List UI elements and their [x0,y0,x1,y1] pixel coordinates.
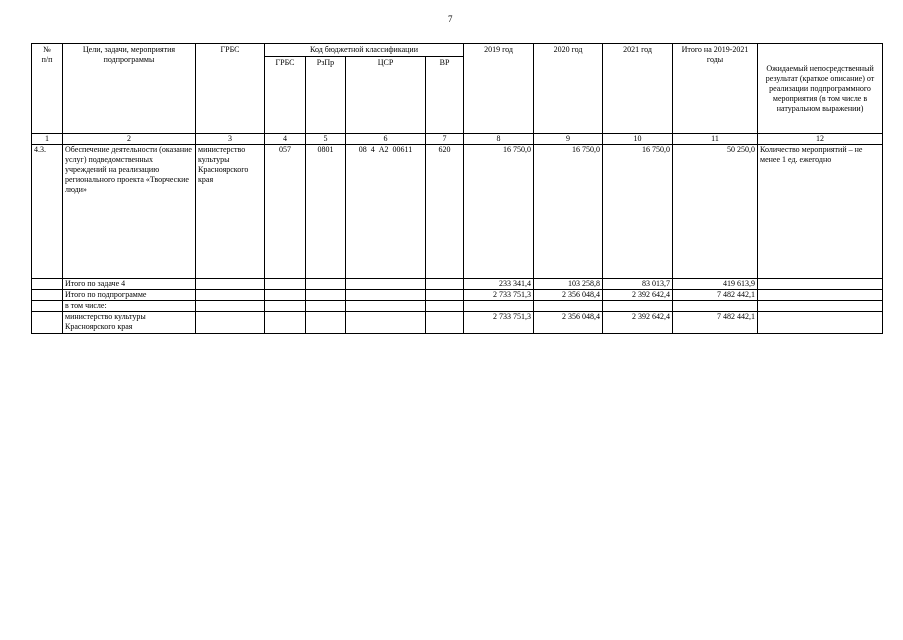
column-number-row [32,134,883,145]
summary-2020 [534,301,603,312]
summary-total: 7 482 442,1 [673,290,758,301]
budget-table [31,43,883,334]
header-grbs: ГРБС [196,44,265,134]
header-goals: Цели, задачи, мероприятия подпрограммы [63,44,196,134]
summary-2020: 2 356 048,4 [534,290,603,301]
col-number: 12 [758,134,883,145]
summary-row [32,301,883,312]
col-number: 8 [464,134,534,145]
header-2021: 2021 год [603,44,673,134]
summary-total: 419 613,9 [673,279,758,290]
summary-2019: 2 733 751,3 [464,312,534,334]
row-2020: 16 750,0 [534,145,603,279]
row-total: 50 250,0 [673,145,758,279]
header-kbk-vr: ВР [426,57,464,134]
summary-2019 [464,301,534,312]
col-number: 3 [196,134,265,145]
header-kbk-csr: ЦСР [346,57,426,134]
summary-row [32,290,883,301]
summary-2019: 233 341,4 [464,279,534,290]
col-number: 1 [32,134,63,145]
col-number: 4 [265,134,306,145]
col-number: 9 [534,134,603,145]
summary-label: Итого по задаче 4 [63,279,196,290]
header-kbk-rzpr: РзПр [306,57,346,134]
summary-total [673,301,758,312]
summary-2019: 2 733 751,3 [464,290,534,301]
summary-total: 7 482 442,1 [673,312,758,334]
header-kbk: Код бюджетной классификации [265,44,464,57]
header-num: № п/п [32,44,63,134]
col-number: 7 [426,134,464,145]
summary-label: в том числе: [63,301,196,312]
col-number: 6 [346,134,426,145]
summary-row [32,279,883,290]
header-kbk-grbs: ГРБС [265,57,306,134]
row-kbk-vr: 620 [426,145,464,279]
summary-2020: 103 258,8 [534,279,603,290]
row-goal: Обеспечение деятельности (оказание услуг) подведомственных учреждений на реализацию регионального проекта «Творческие люди» [63,145,196,279]
row-grbs: министерство культуры Красноярского края [196,145,265,279]
summary-label: министерство культуры Красноярского края [63,312,196,334]
header-total: Итого на 2019-2021 годы [673,44,758,134]
row-kbk-csr: 08 4 А2 00611 [346,145,426,279]
row-kbk-rzpr: 0801 [306,145,346,279]
summary-row [32,312,883,334]
header-2020: 2020 год [534,44,603,134]
header-2019: 2019 год [464,44,534,134]
col-number: 5 [306,134,346,145]
row-num: 4.3. [32,145,63,279]
col-number: 2 [63,134,196,145]
table-row [32,145,883,279]
col-number: 10 [603,134,673,145]
summary-label: Итого по подпрограмме [63,290,196,301]
row-2021: 16 750,0 [603,145,673,279]
summary-2021 [603,301,673,312]
row-2019: 16 750,0 [464,145,534,279]
header-result: Ожидаемый непосредственный результат (краткое описание) от реализации подпрограммного мероприятия (в том числе в натуральном выражении) [758,44,883,134]
summary-2021: 2 392 642,4 [603,290,673,301]
row-kbk-grbs: 057 [265,145,306,279]
page-number: 7 [448,14,453,24]
summary-2020: 2 356 048,4 [534,312,603,334]
summary-2021: 83 013,7 [603,279,673,290]
row-result: Количество мероприятий – не менее 1 ед. ежегодно [758,145,883,279]
summary-2021: 2 392 642,4 [603,312,673,334]
col-number: 11 [673,134,758,145]
